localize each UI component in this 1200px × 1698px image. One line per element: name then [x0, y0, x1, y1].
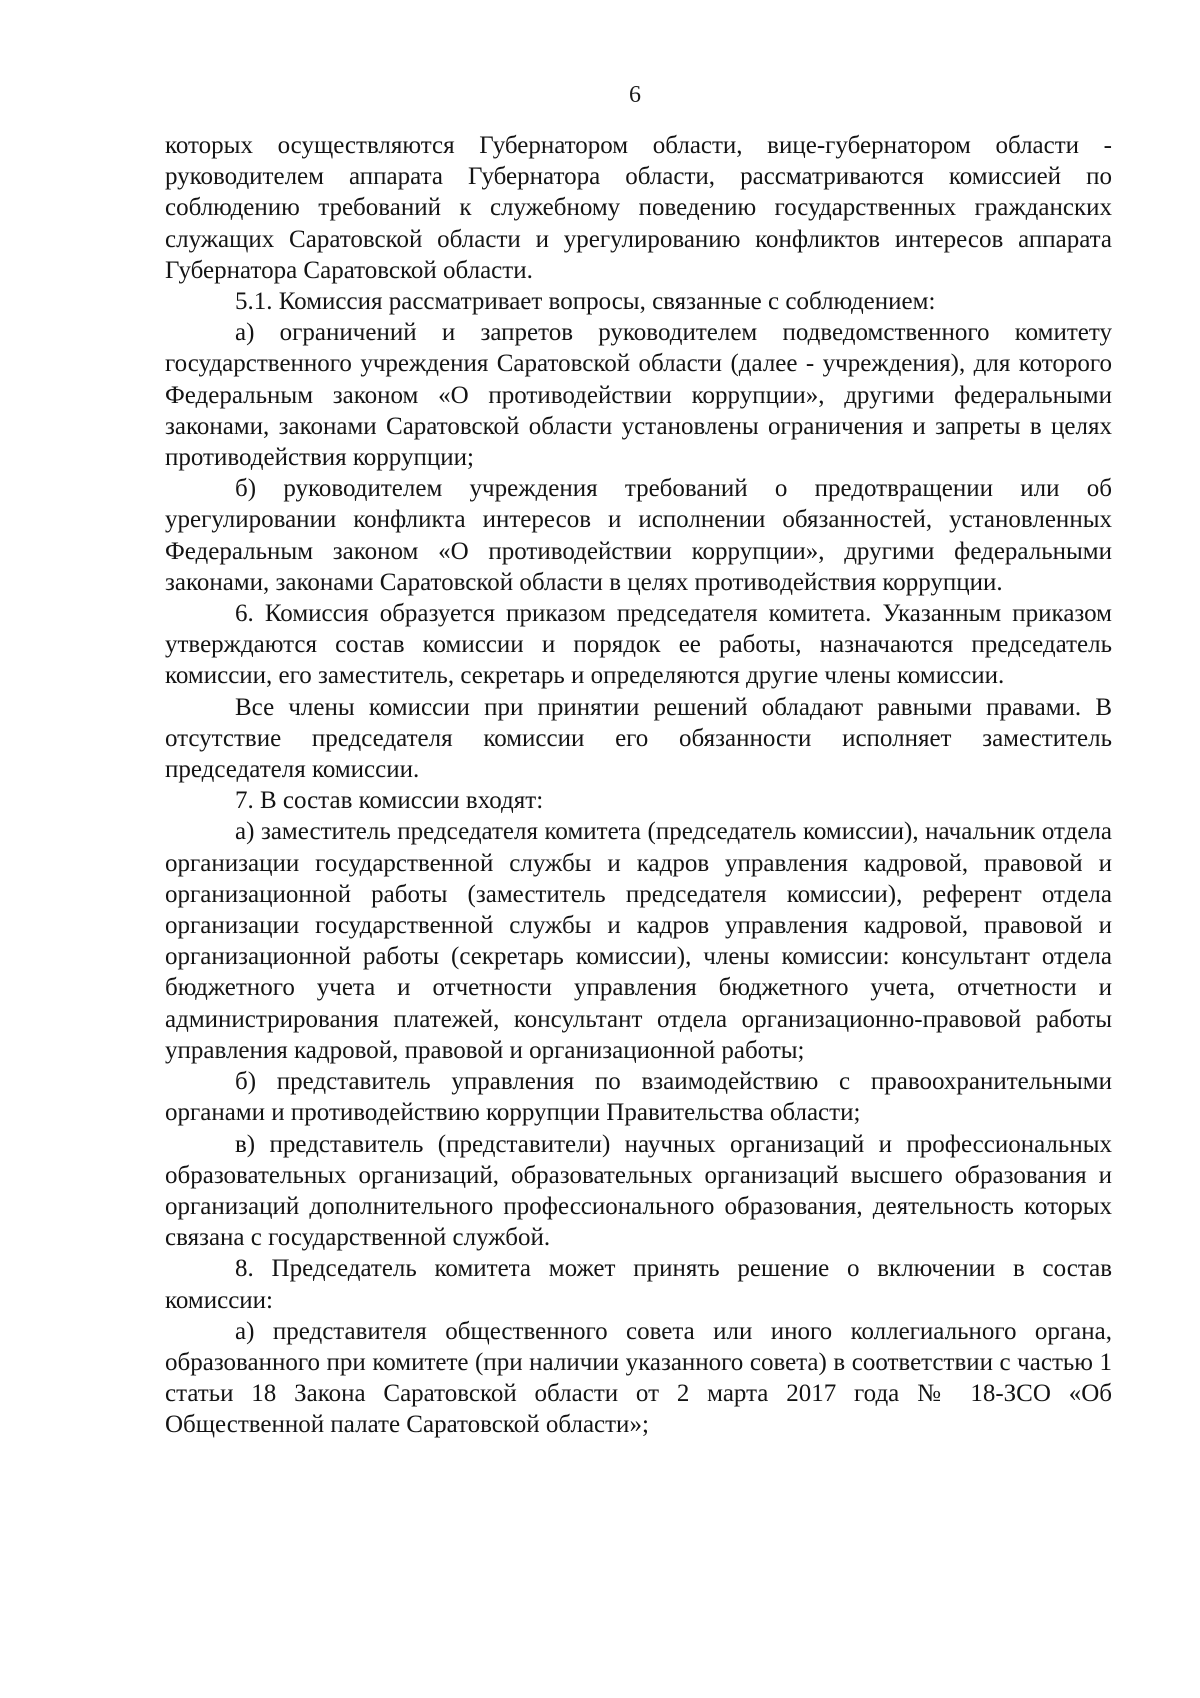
paragraph-6-members: Все члены комиссии при принятии решений обладают равными правами. В отсутствие председателя комиссии его обязанности исполняет заместитель председателя комиссии. — [165, 693, 1112, 784]
document-body — [165, 130, 1112, 1441]
paragraph-7-c: в) представитель (представители) научных организаций и профессиональных образовательных организаций, образовательных организаций высшего образования и организаций дополнительного профессионального образования, деятельность которых связана с государственной службой. — [165, 1130, 1112, 1252]
paragraph-8: 8. Председатель комитета может принять решение о включении в состав комиссии: — [165, 1255, 1112, 1314]
paragraph-continuation: которых осуществляются Губернатором области, вице-губернатором области - руководителем аппарата Губернатора области, рассматриваются комиссией по соблюдению требований к служебному поведению государственных гражданских служащих Саратовской области и урегулированию конфликтов интересов аппарата Губернатора Саратовской области. — [165, 132, 1112, 284]
paragraph-5-1-a: а) ограничений и запретов руководителем подведомственного комитету государственного учреждения Саратовской области (далее - учреждения), для которого Федеральным законом «О противодействии коррупции», другими федеральными законами, законами Саратовской области установлены ограничения и запреты в целях противодействия коррупции; — [165, 319, 1112, 472]
paragraph-7: 7. В состав комиссии входят: — [235, 787, 544, 815]
paragraph-6: 6. Комиссия образуется приказом председателя комитета. Указанным приказом утверждаются состав комиссии и порядок ее работы, назначаются председатель комиссии, его заместитель, секретарь и определяются другие члены комиссии. — [165, 600, 1112, 690]
paragraph-5-1: 5.1. Комиссия рассматривает вопросы, связанные с соблюдением: — [235, 288, 936, 316]
paragraph-5-1-b: б) руководителем учреждения требований о предотвращении или об урегулировании конфликта интересов и исполнении обязанностей, установленных Федеральным законом «О противодействии коррупции», другими федеральными законами, законами Саратовской области в целях противодействия коррупции. — [165, 475, 1112, 596]
page-number: 6 — [629, 82, 641, 108]
paragraph-7-b: б) представитель управления по взаимодействию с правоохранительными органами и противодействию коррупции Правительства области; — [165, 1068, 1112, 1127]
paragraph-7-a: а) заместитель председателя комитета (председатель комиссии), начальник отдела организации государственной службы и кадров управления кадровой, правовой и организационной работы (заместитель председателя комиссии), референт отдела организации государственной службы и кадров управления кадровой, правовой и организационной работы (секретарь комиссии), члены комиссии: консультант отдела бюджетного учета и отчетности управления бюджетного учета, отчетности и администрирования платежей, консультант отдела организационно-правовой работы управления кадровой, правовой и организационной работы; — [165, 818, 1112, 1064]
paragraph-8-a: а) представителя общественного совета или иного коллегиального органа, образованного при комитете (при наличии указанного совета) в соответствии с частью 1 статьи 18 Закона Саратовской области от 2 марта 2017 года № 18-ЗСО «Об Общественной палате Саратовской области»; — [165, 1317, 1112, 1439]
